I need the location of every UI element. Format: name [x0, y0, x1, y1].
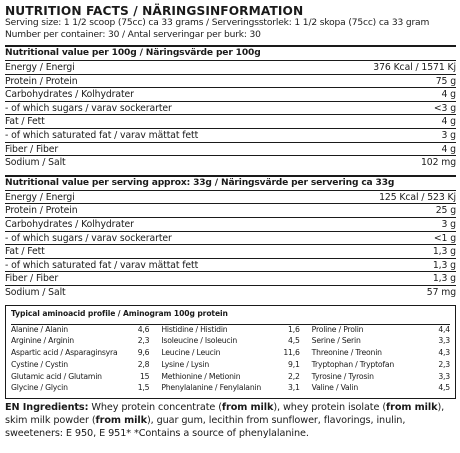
ingredients-text	[5, 402, 456, 440]
aminoacid-row	[161, 347, 299, 359]
aminoacid-value: 11,6	[283, 348, 300, 358]
nutrient-label: Fat / Fett	[5, 246, 45, 258]
aminoacid-label: Cystine / Cystin	[11, 359, 68, 369]
aminoacid-row	[161, 371, 299, 383]
nutrient-row	[5, 203, 456, 217]
nutrient-value: 1,3 g	[432, 273, 456, 285]
nutrient-label: Carbohydrates / Kolhydrater	[5, 89, 134, 101]
aminoacid-value: 9,6	[137, 348, 150, 358]
nutrient-row	[5, 142, 456, 156]
aminoacid-value: 1,6	[288, 324, 300, 334]
nutrient-label: Sodium / Salt	[5, 157, 66, 169]
perserving-table	[5, 191, 456, 299]
nutrient-label: Protein / Protein	[5, 205, 78, 217]
ingredients-part: ), skim milk powder (	[5, 402, 445, 426]
aminoacid-label: Threonine / Treonin	[311, 348, 382, 358]
nutrient-label: Carbohydrates / Kolhydrater	[5, 218, 134, 230]
aminoacid-row	[11, 382, 149, 394]
aminoacid-row	[161, 359, 299, 371]
nutrient-value: 3 g	[441, 218, 456, 230]
per100-heading: Nutritional value per 100g / Näringsvärde per 100g	[5, 48, 261, 58]
nutrient-label: Fiber / Fiber	[5, 143, 59, 155]
aminoacid-value: 3,3	[438, 336, 450, 346]
aminoacid-value: 2,8	[137, 359, 150, 369]
nutrient-row	[5, 128, 456, 142]
per100-table	[5, 61, 456, 169]
nutrient-label: - of which saturated fat / varav mättat fett	[5, 259, 199, 271]
nutrient-value: 376 Kcal / 1571 Kj	[373, 62, 456, 73]
nutrient-value: 4 g	[441, 143, 456, 155]
nutrient-value: 75 g	[435, 75, 456, 87]
allergen-highlight: from milk	[95, 414, 147, 426]
aminoacid-value: 2,3	[438, 359, 450, 369]
nutrient-value: 1,3 g	[432, 259, 456, 271]
aminoacid-label: Aspartic acid / Asparaginsyra	[11, 348, 118, 358]
allergen-highlight: from milk	[386, 402, 438, 414]
aminoacid-label: Tyrosine / Tyrosin	[311, 371, 374, 381]
aminoacid-row	[312, 335, 450, 347]
nutrient-row	[5, 155, 456, 169]
aminoacid-row	[312, 347, 450, 359]
aminoacid-column	[312, 325, 450, 395]
nutrient-value: 4 g	[441, 89, 456, 101]
nutrient-row	[5, 258, 456, 272]
nutrient-value: <1 g	[433, 232, 456, 244]
aminoacid-row	[11, 359, 149, 371]
nutrient-label: Protein / Protein	[5, 75, 78, 87]
aminoacid-row	[11, 335, 149, 347]
nutrient-value: 125 Kcal / 523 Kj	[379, 191, 456, 203]
aminoacid-value: 4,6	[137, 324, 150, 334]
aminoacid-label: Arginine / Arginin	[11, 336, 74, 346]
aminoacid-value: 2,3	[137, 336, 150, 346]
aminoacid-value: 2,2	[288, 371, 300, 381]
aminoacid-value: 3,1	[288, 383, 300, 393]
aminoacid-label: Serine / Serin	[311, 336, 361, 346]
aminoacid-row	[11, 347, 149, 359]
ingredients-part: ), guar gum, lecithin from sunflower, flavorings, inulin, sweeteners: E 950, E 951* *Contains a source of phenylalanine.	[5, 414, 406, 439]
ingredients-part: ), whey protein isolate (	[273, 402, 387, 414]
aminoacid-label: Glycine / Glycin	[11, 383, 68, 393]
nutrient-label: Energy / Energi	[5, 62, 75, 73]
nutrient-row	[5, 61, 456, 74]
nutrient-row	[5, 231, 456, 245]
nutrient-label: Fiber / Fiber	[5, 273, 59, 285]
aminoacid-label: Isoleucine / Isoleucin	[161, 336, 238, 346]
aminoacid-row	[312, 325, 450, 336]
aminoacid-row	[161, 335, 299, 347]
label-title: NUTRITION FACTS / NÄRINGSINFORMATION	[5, 4, 304, 18]
aminoacid-column	[11, 325, 149, 395]
nutrient-label: Sodium / Salt	[5, 286, 66, 298]
nutrient-label: - of which sugars / varav sockerarter	[5, 232, 172, 244]
aminoacid-row	[11, 371, 149, 383]
nutrient-label: Fat / Fett	[5, 116, 45, 128]
nutrient-value: 25 g	[435, 205, 456, 217]
nutrient-value: 57 mg	[426, 286, 456, 298]
aminoacid-row	[11, 325, 149, 336]
aminoacid-label: Glutamic acid / Glutamin	[11, 371, 102, 381]
aminoacid-label: Lysine / Lysin	[161, 359, 210, 369]
aminoacid-label: Histidine / Histidin	[161, 324, 228, 334]
nutrient-value: 102 mg	[420, 157, 456, 169]
nutrient-row	[5, 87, 456, 101]
aminoacid-value: 4,3	[438, 348, 450, 358]
aminoacid-box	[5, 305, 456, 400]
aminoacid-label: Methionine / Metionin	[161, 371, 241, 381]
nutrient-label: - of which sugars / varav sockerarter	[5, 102, 172, 114]
aminoacid-column	[161, 325, 299, 395]
serving-size: Serving size: 1 1/2 scoop (75cc) ca 33 grams / Serveringsstorlek: 1 1/2 skopa (75cc) ca 33 gram	[5, 18, 430, 28]
aminoacid-row	[312, 359, 450, 371]
aminoacid-row	[312, 371, 450, 383]
nutrient-row	[5, 244, 456, 258]
nutrient-row	[5, 217, 456, 231]
nutrient-value: 3 g	[441, 129, 456, 141]
ingredients-part: Whey protein concentrate (	[88, 402, 222, 414]
nutrient-value: 4 g	[441, 116, 456, 128]
aminoacid-label: Alanine / Alanin	[11, 324, 68, 334]
aminoacid-label: Tryptophan / Tryptofan	[311, 359, 395, 369]
aminoacid-row	[161, 382, 299, 394]
aminoacid-value: 9,1	[288, 359, 300, 369]
aminoacid-value: 4,5	[438, 383, 450, 393]
nutrient-row	[5, 285, 456, 299]
allergen-highlight: from milk	[221, 402, 274, 414]
ingredients-prefix: EN Ingredients:	[5, 402, 89, 414]
aminoacid-label: Proline / Prolin	[311, 324, 364, 334]
nutrient-row	[5, 114, 456, 128]
nutrient-row	[5, 74, 456, 88]
nutrient-value: <3 g	[433, 102, 456, 114]
aminoacid-label: Valine / Valin	[311, 383, 359, 393]
aminoacid-label: Leucine / Leucin	[161, 348, 221, 358]
nutrient-value: 1,3 g	[432, 246, 456, 258]
aminoacid-value: 3,3	[438, 371, 450, 381]
nutrient-row	[5, 191, 456, 204]
aminoacid-label: Phenylalanine / Fenylalanin	[161, 383, 262, 393]
aminoacid-value: 4,5	[288, 336, 300, 346]
nutrient-row	[5, 101, 456, 115]
nutrient-row	[5, 271, 456, 285]
aminoacid-row	[312, 382, 450, 394]
perserving-heading: Nutritional value per serving approx: 33g / Näringsvärde per servering ca 33g	[5, 177, 395, 188]
aminoacid-value: 1,5	[137, 383, 150, 393]
nutrient-label: Energy / Energi	[5, 191, 75, 203]
aminoacid-value: 15	[139, 371, 150, 381]
aminoacid-value: 4,4	[438, 324, 450, 334]
aminoacid-heading: Typical aminoacid profile / Aminogram 100g protein	[11, 308, 228, 318]
nutrient-label: - of which saturated fat / varav mättat fett	[5, 129, 199, 141]
servings-per-container: Number per container: 30 / Antal serveringar per burk: 30	[5, 29, 261, 40]
aminoacid-row	[161, 325, 299, 336]
aminoacid-table	[11, 324, 450, 395]
